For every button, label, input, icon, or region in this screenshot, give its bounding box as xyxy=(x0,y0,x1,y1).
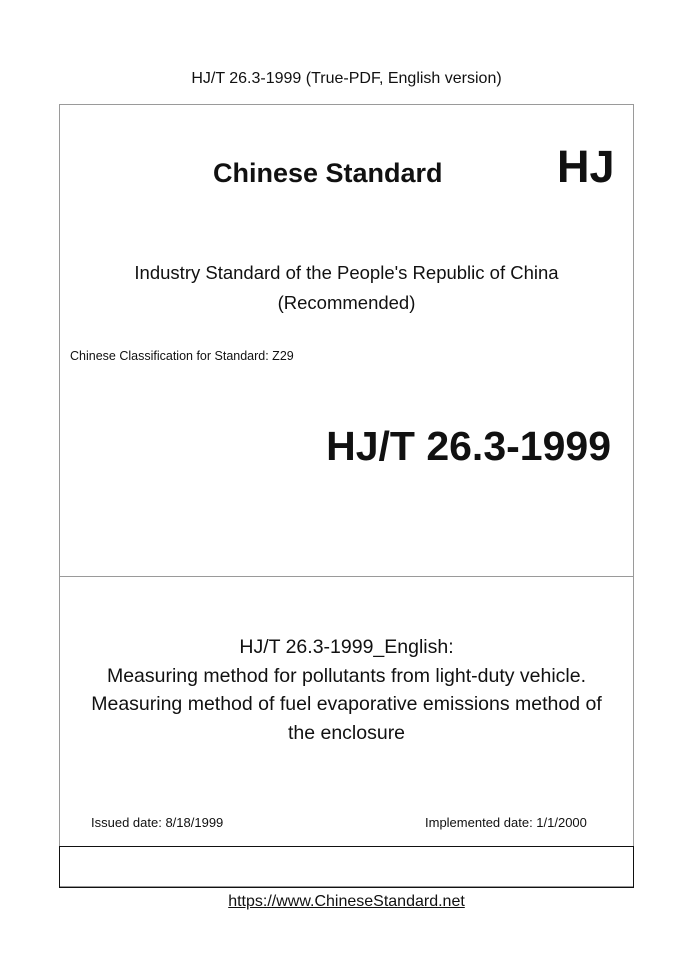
standard-code-badge: HJ xyxy=(557,141,615,192)
document-title xyxy=(59,633,634,747)
classification-label: Chinese Classification for Standard: Z29 xyxy=(70,349,294,363)
section-divider xyxy=(60,576,633,577)
document-header: HJ/T 26.3-1999 (True-PDF, English version) xyxy=(191,70,502,87)
title-line: Measuring method of fuel evaporative emissions method of xyxy=(91,693,602,715)
issuing-body-subtitle xyxy=(59,258,634,318)
implemented-date: Implemented date: 1/1/2000 xyxy=(425,815,587,830)
website-link[interactable]: https://www.ChineseStandard.net xyxy=(228,893,465,910)
cover-frame xyxy=(59,104,634,887)
title-line: the enclosure xyxy=(287,721,406,744)
subtitle-line: Industry Standard of the People's Republic of China xyxy=(134,262,559,283)
website-footer xyxy=(0,893,693,911)
recommended-label: (Recommended) xyxy=(277,292,416,313)
issued-date: Issued date: 8/18/1999 xyxy=(91,815,224,830)
footer-box xyxy=(59,846,634,888)
title-line: Measuring method for pollutants from light-duty vehicle. xyxy=(106,664,587,687)
title-line: HJ/T 26.3-1999_English: xyxy=(239,636,454,658)
brand-title: Chinese Standard xyxy=(213,158,443,188)
standard-number: HJ/T 26.3-1999 xyxy=(326,423,611,469)
